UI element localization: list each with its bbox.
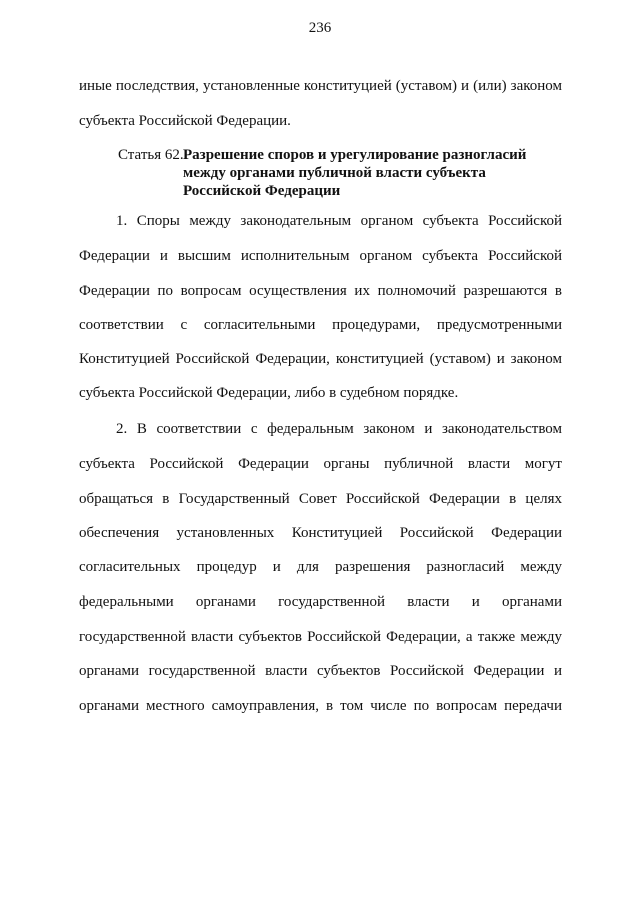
paragraph-2-line-2: субъекта Российской Федерации органы публичной власти могут (79, 456, 562, 472)
paragraph-1-line-4: соответствии с согласительными процедурами, предусмотренными (79, 317, 562, 333)
paragraph-2-line-9: органами местного самоуправления, в том числе по вопросам передачи (79, 698, 562, 714)
paragraph-2-line-3: обращаться в Государственный Совет Российской Федерации в целях (79, 491, 562, 507)
page-number: 236 (308, 20, 332, 36)
article-title-line-3: Российской Федерации (183, 183, 341, 199)
intro-line-2: субъекта Российской Федерации. (79, 113, 291, 129)
article-title-line-2: между органами публичной власти субъекта (183, 165, 486, 181)
paragraph-2-line-5: согласительных процедур и для разрешения разногласий между (79, 559, 562, 575)
article-number: Статья 62. (118, 147, 184, 163)
paragraph-2-line-8: органами государственной власти субъектов Российской Федерации и (79, 663, 562, 679)
intro-line-1: иные последствия, установленные конституцией (уставом) и (или) законом (79, 78, 562, 94)
paragraph-1-line-2: Федерации и высшим исполнительным органом субъекта Российской (79, 248, 562, 264)
paragraph-2-line-4: обеспечения установленных Конституцией Российской Федерации (79, 525, 562, 541)
paragraph-1-line-5: Конституцией Российской Федерации, конституцией (уставом) и законом (79, 351, 562, 367)
paragraph-2-line-7: государственной власти субъектов Российской Федерации, а также между (79, 629, 562, 645)
article-title-line-1: Разрешение споров и урегулирование разногласий (183, 147, 527, 163)
article-title (183, 146, 573, 200)
paragraph-1-line-1: 1. Споры между законодательным органом субъекта Российской (116, 213, 562, 229)
paragraph-2-line-1: 2. В соответствии с федеральным законом и законодательством (116, 421, 562, 437)
paragraph-2-line-6: федеральными органами государственной власти и органами (79, 594, 562, 610)
paragraph-1-line-3: Федерации по вопросам осуществления их полномочий разрешаются в (79, 283, 562, 299)
paragraph-1-line-6: субъекта Российской Федерации, либо в судебном порядке. (79, 385, 459, 401)
